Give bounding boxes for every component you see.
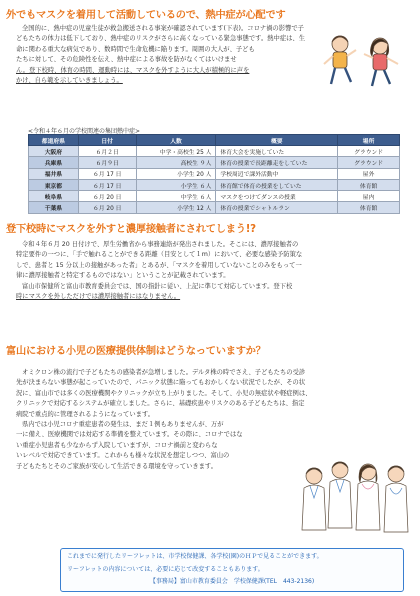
section2-line-3-text: しで、患者と 15 分以上の接触があった者」とあるが、「マスクを着用していないことのみをもって一 — [16, 261, 302, 269]
heatstroke-cases-table — [28, 134, 400, 214]
cell-place: 屋外 — [338, 168, 400, 179]
table-row — [29, 179, 400, 190]
table-caption: <令和４年６月の学校関連の集団熱中症> — [28, 128, 141, 135]
section1-heading: 外でもマスクを着用して活動しているので、熱中症が心配です — [6, 10, 286, 21]
cell-place: 屋内 — [338, 191, 400, 202]
column-header: 日付 — [78, 135, 136, 146]
section1-line-3: 命に関わる重大な病気であり、数時間で生命危機に陥ります。周囲の大人が、子ども — [16, 45, 255, 53]
cell-summary: 体育大会を実施していた — [216, 146, 338, 157]
medical-staff-illustration — [296, 454, 412, 546]
section1-line-4: たちに対して、その危険性を伝え、熱中症による事故を防がなくてはいけませ — [16, 56, 237, 64]
cell-place: 体育館 — [338, 202, 400, 213]
cell-prefecture: 千葉県 — [29, 202, 79, 213]
cell-count: 中学生 ６人 — [136, 191, 216, 202]
section2-line-6: 時にマスクを外しただけでは濃厚接触者にはなりません。 — [16, 293, 181, 301]
cell-prefecture: 福井県 — [29, 168, 79, 179]
cell-date: ６月 17 日 — [78, 168, 136, 179]
notice-contact: 【事務局】富山市教育委員会 学校保健課(TEL 443-2136) — [149, 578, 315, 586]
cell-prefecture: 岐阜県 — [29, 191, 79, 202]
section2-line-1: 令和４年６月 20 日付けで、厚生労働省から事務連絡が発出されました。そこには、濃厚接触者の — [22, 241, 299, 248]
section2-heading: 登下校時にマスクを外すと濃厚接触者にされてしまう!? — [6, 224, 256, 235]
table-row — [29, 146, 400, 157]
column-header: 場所 — [338, 135, 400, 146]
table-row — [29, 191, 400, 202]
section3-line-9: いレベルで対応できています。これからも様々な状況を想定しつつ、富山の — [16, 452, 230, 460]
section1-line-1: 全国的に、熱中症の児童生徒が救急搬送される事案が確認されています(下表)。コロナ禍の影響で子 — [22, 25, 304, 32]
section1-line-2: どもたちの体力は低下しており、熱中症のリスクがさらに高くなっている緊急事態です。熱中症は、生 — [16, 35, 306, 43]
section3-line-7: 一に備え、医療機関では対応する準備を整えています。その際に、コロナではな — [16, 431, 243, 439]
notice-line-2: リーフレットの内容については、必要に応じて改変することもあります。 — [67, 565, 264, 573]
section2-line-2: 特定要件の一つに、「手で触れることができる距離（目安として１m）において、必要な感染予防策な — [16, 251, 303, 259]
cell-count: 高校生 ９人 — [136, 157, 216, 168]
section3-line-6: 県内では小児コロナ重症患者の発生は、まだ１例もありませんが、万が — [22, 421, 224, 429]
cell-summary: マスクをつけてダンスの授業 — [216, 191, 338, 202]
table-row — [29, 168, 400, 179]
cell-date: ６月 20 日 — [78, 191, 136, 202]
section1-line-5: ん。登下校時、体育の時間、運動時には、マスクを外すように大人が積極的に声を — [16, 66, 250, 74]
section3-line-5: 病院で重点的に管理されるようになっています。 — [16, 410, 155, 418]
cell-prefecture: 大阪府 — [29, 146, 79, 157]
column-header: 都道府県 — [29, 135, 79, 146]
cell-date: ６月２日 — [78, 146, 136, 157]
column-header: 概要 — [216, 135, 338, 146]
cell-count: 小学生 ６人 — [136, 179, 216, 190]
section2-line-5: 富山市保健所と富山市教育委員会では、国の指針に従い、上記に準じて対応しています。登下校 — [22, 282, 293, 290]
table-header-row — [29, 135, 400, 146]
cell-prefecture: 兵庫県 — [29, 157, 79, 168]
column-header: 人数 — [136, 135, 216, 146]
leaflet-notice-box — [60, 548, 404, 592]
section3-line-1: オミクロン株の流行で子どもたちの感染者が急増しました。デルタ株の時でさえ、子どもたちの受診 — [22, 369, 306, 376]
cell-count: 小学生 20 人 — [136, 168, 216, 179]
section3-line-4: クリニックで対応するシステムが確立しました。さらに、基礎疾患やリスクのある子どもたちは、指定 — [16, 400, 305, 408]
cell-date: ６月９日 — [78, 157, 136, 168]
cell-summary: 体育の授業で長距離走をしていた — [216, 157, 338, 168]
cell-date: ６月 17 日 — [78, 179, 136, 190]
children-running-illustration — [318, 30, 412, 92]
section2-paragraph — [16, 240, 408, 302]
cell-prefecture: 東京都 — [29, 179, 79, 190]
section3-heading: 富山における小児の医療提供体制はどうなっていますか？ — [6, 346, 266, 357]
notice-line-1: これまでに発行したリーフレットは、市学校保健課、各学校(園)のＨＰで見ることができます。 — [67, 553, 323, 560]
cell-count: 小学生 12 人 — [136, 202, 216, 213]
cell-count: 中学・高校生 25 人 — [136, 146, 216, 157]
section3-line-2: 先が決まらない事態が起こっていたので、パニック状態に陥ってもおかしくない状況でしたが、その状 — [16, 379, 306, 387]
section3-line-8: い重症小児患者も少なからず入院していますが、コロナ禍前と変わらな — [16, 441, 218, 449]
cell-date: ６月 20 日 — [78, 202, 136, 213]
section1-line-6: かけ、自ら範を示していきましょう。 — [16, 77, 123, 85]
cell-summary: 体育館で体育の授業をしていた — [216, 179, 338, 190]
cell-place: 体育館 — [338, 179, 400, 190]
section3-line-3: 況に、富山市では多くの医療機関やクリニックが立ち上がりました。そして、小児の無症状や軽症例は、 — [16, 389, 312, 397]
table-row — [29, 202, 400, 213]
table-row — [29, 157, 400, 168]
cell-place: グラウンド — [338, 146, 400, 157]
section2-line-4: 律に濃厚接触者と特定するものではない」ということが記載されています。 — [16, 272, 230, 280]
section3-line-10: 子どもたちとそのご家族が安心して生活できる環境を守っていきます。 — [16, 462, 217, 470]
cell-summary: 学校周辺で課外活動中 — [216, 168, 338, 179]
cell-place: グラウンド — [338, 157, 400, 168]
cell-summary: 体育の授業でシャトルラン — [216, 202, 338, 213]
section2-line-3 — [16, 261, 408, 271]
